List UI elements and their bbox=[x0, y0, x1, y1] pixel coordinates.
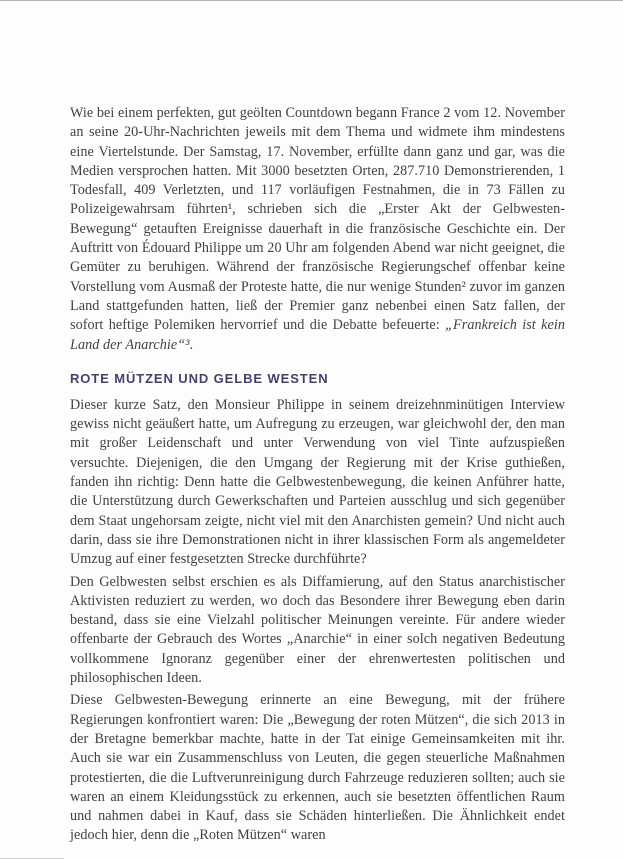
paragraph-rote-muetzen-vergleich bbox=[70, 691, 565, 845]
paragraph-philippe-satz bbox=[70, 396, 565, 570]
quoted-italic-text: „Frankreich ist kein Land der Anarchie“³ bbox=[70, 317, 565, 353]
paragraph-diffamierung bbox=[70, 573, 565, 689]
page-top-edge-line bbox=[0, 0, 623, 1]
text-run: . bbox=[189, 336, 194, 353]
intro-paragraph bbox=[70, 104, 565, 355]
text-run: Den Gelbwesten selbst erschien es als Diffamierung, auf den Status anarchistischer Aktivisten reduziert zu werden, wo doch das Besondere ihrer Bewegung eben darin bestand, dass sie eine Vielzahl politischer Meinungen vereinte. Für andere wieder offenbarte der Gebrauch des Wortes „Anarchie“ in einer solch negativen Bedeutung vollkommene Ignoranz gegenüber einer der ehrenwertesten politischen und philosophischen Ideen. bbox=[70, 573, 565, 687]
text-run: Wie bei einem perfekten, gut geölten Countdown begann France 2 vom 12. November an seine 20-Uhr-Nachrichten jeweils mit dem Thema und widmete ihm mindestens eine Viertelstunde. Der Samstag, 17. November, erfüllte dann ganz und gar, was die Medien versprochen hatten. Mit 3000 besetzten Orten, 287.710 Demonstrierenden, 1 Todesfall, 409 Verletzten, und 117 vorläufigen Festnahmen, die in 73 Fällen zu Polizeigewahrsam führten¹, schrieben sich die „Erster Akt der Gelbwesten-Bewegung“ getauften Ereignisse dauerhaft in die französische Geschichte ein. Der Auftritt von Édouard Philippe um 20 Uhr am folgenden Abend war nicht geeignet, die Gemüter zu beruhigen. Während der französische Regierungschef offenbar keine Vorstellung vom Ausmaß der Proteste hatte, die nur wenige Stunden² zuvor im ganzen Land stattgefunden hatten, ließ der Premier ganz nebenbei einen Satz fallen, der sofort heftige Polemiken hervorrief und die Debatte befeuerte: bbox=[70, 105, 565, 334]
page-bottom-edge-line bbox=[0, 858, 64, 859]
section-heading: ROTE MÜTZEN UND GELBE WESTEN bbox=[70, 370, 329, 386]
text-run: Diese Gelbwesten-Bewegung erinnerte an eine Bewegung, mit der frühere Regierungen konfrontiert waren: Die „Bewegung der roten Mützen“, die sich 2013 in der Bretagne bemerkbar machte, hatte in der Tat einige Gemeinsamkeiten mit ihr. Auch sie war ein Zusammenschluss von Leuten, die gegen steuerliche Maßnahmen protestierten, die die Luftverunreinigung durch Fahrzeuge reduzieren sollten; auch sie waren an einem Kleidungsstück zu erkennen, auch sie besetzten öffentlichen Raum und nahmen dabei in Kauf, dass sie Schäden hinterließen. Die Ähnlichkeit endet jedoch hier, denn die „Roten Mützen“ waren bbox=[70, 692, 565, 844]
text-run: Dieser kurze Satz, den Monsieur Philippe in seinem dreizehnminütigen Interview gewiss nicht geäußert hatte, um Aufregung zu erzeugen, war gleichwohl der, den man mit großer Leidenschaft und unter Verwendung von viel Tinte aufzuspießen versuchte. Diejenigen, die den Umgang der Regierung mit der Krise guthießen, fanden ihn richtig: Denn hatte die Gelbwestenbewegung, die keinen Anführer hatte, die Unterstützung durch Gewerkschaften und Parteien ausschlug und sich gegenüber dem Staat ungehorsam zeigte, nicht viel mit den Anarchisten gemein? Und nicht auch darin, dass sie ihre Demonstrationen nicht in ihrer klassischen Form als angemeldeter Umzug auf einer festgesetzten Strecke durchführte? bbox=[70, 396, 565, 568]
